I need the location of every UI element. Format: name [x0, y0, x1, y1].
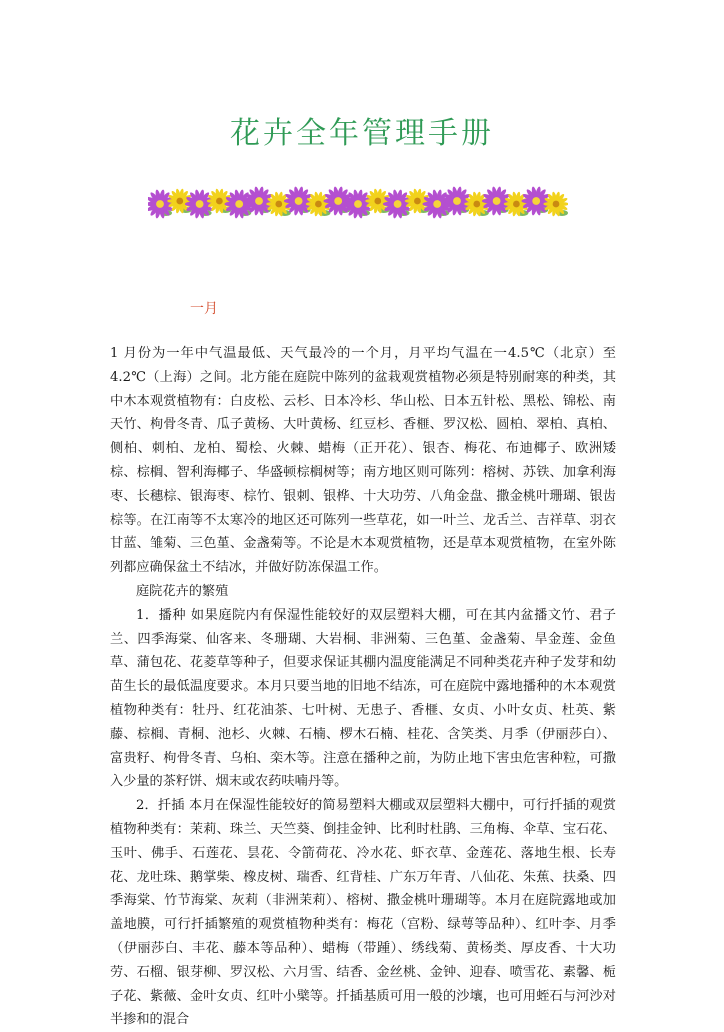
section-number: 1．	[136, 607, 159, 623]
section-number: 2．	[136, 798, 158, 814]
section-text: 本月在保湿性能较好的简易塑料大棚或双层塑料大棚中，可行扦插的观赏植物种类有：茉莉、珠兰、天竺葵、倒挂金钟、比利时杜鹃、三角梅、伞草、宝石花、玉叶、佛手、石莲花、昙花、令箭荷花、冷水花、虾衣草、金莲花、落地生根、长寿花、龙吐珠、鹅掌柴、橡皮树、瑞香、红背桂、广东万年青、八仙花、朱蕉、扶桑、四季海棠、竹节海棠、灰莉（非洲茉莉）、榕树、撒金桃叶珊瑚等。本月在庭院露地或加盖地膜，可行扦插繁殖的观赏植物种类有：梅花（宫粉、绿萼等品种）、红叶李、月季（伊丽莎白、丰花、藤本等品种）、蜡梅（带踵）、绣线菊、黄杨类、厚皮香、十大功劳、石榴、银芽柳、罗汉松、六月雪、结香、金丝桃、金钟、迎春、喷雪花、素馨、栀子花、紫薇、金叶女贞、红叶小檗等。扦插基质可用一般的沙壤，也可用蛭石与河沙对半掺和的混合	[110, 798, 616, 1028]
section-text: 如果庭院内有保湿性能较好的双层塑料大棚，可在其内盆播文竹、君子兰、四季海棠、仙客来、冬珊瑚、大岩桐、非洲菊、三色堇、金盏菊、旱金莲、金鱼草、蒲包花、花菱草等种子，但要求保证其棚内温度能满足不同种类花卉种子发芽和幼苗生长的最低温度要求。本月只要当地的旧地不结冻，可在庭院中露地播种的木本观赏植物种类有：牡丹、红花油茶、七叶树、无患子、香榧、女贞、小叶女贞、杜英、紫藤、棕榈、青桐、池杉、火棘、石楠、椤木石楠、桂花、含笑类、月季（伊丽莎白）、富贵籽、枸骨冬青、乌桕、栾木等。注意在播种之前，为防止地下害虫危害种粒，可撒入少量的茶籽饼、烟末或农药呋喃丹等。	[110, 607, 616, 790]
section-lead: 扦插	[157, 798, 185, 814]
document-body	[110, 342, 616, 1032]
flower-banner-image	[148, 182, 568, 224]
month-heading: 一月	[190, 301, 218, 317]
section-cutting	[110, 794, 616, 1032]
section-lead: 播种	[158, 607, 187, 623]
section-sowing	[110, 604, 616, 794]
intro-paragraph: 1 月份为一年中气温最低、天气最冷的一个月，月平均气温在一4.5℃（北京）至 4.2℃（上海）之间。北方能在庭院中陈列的盆栽观赏植物必须是特别耐寒的种类，其中木本观赏植物有：白皮松、云杉、日本冷杉、华山松、日本五针松、黑松、锦松、南天竹、枸骨冬青、瓜子黄杨、大叶黄杨、红豆杉、香榧、罗汉松、圆柏、翠柏、真柏、侧柏、刺柏、龙柏、蜀桧、火棘、蜡梅（正开花）、银杏、梅花、布迪椰子、欧洲矮棕、棕榈、智利海椰子、华盛顿棕榈树等；南方地区则可陈列：榕树、苏铁、加拿利海枣、长穗棕、银海枣、棕竹、银刺、银桦、十大功劳、八角金盘、撒金桃叶珊瑚、银齿棕等。在江南等不太寒冷的地区还可陈列一些草花，如一叶兰、龙舌兰、吉祥草、羽衣甘蓝、雏菊、三色堇、金盏菊等。不论是木本观赏植物，还是草本观赏植物，在室外陈列都应确保盆土不结冰，并做好防冻保温工作。	[110, 346, 616, 576]
subheading: 庭院花卉的繁殖	[136, 583, 229, 599]
document-title: 花卉全年管理手册	[230, 116, 494, 151]
